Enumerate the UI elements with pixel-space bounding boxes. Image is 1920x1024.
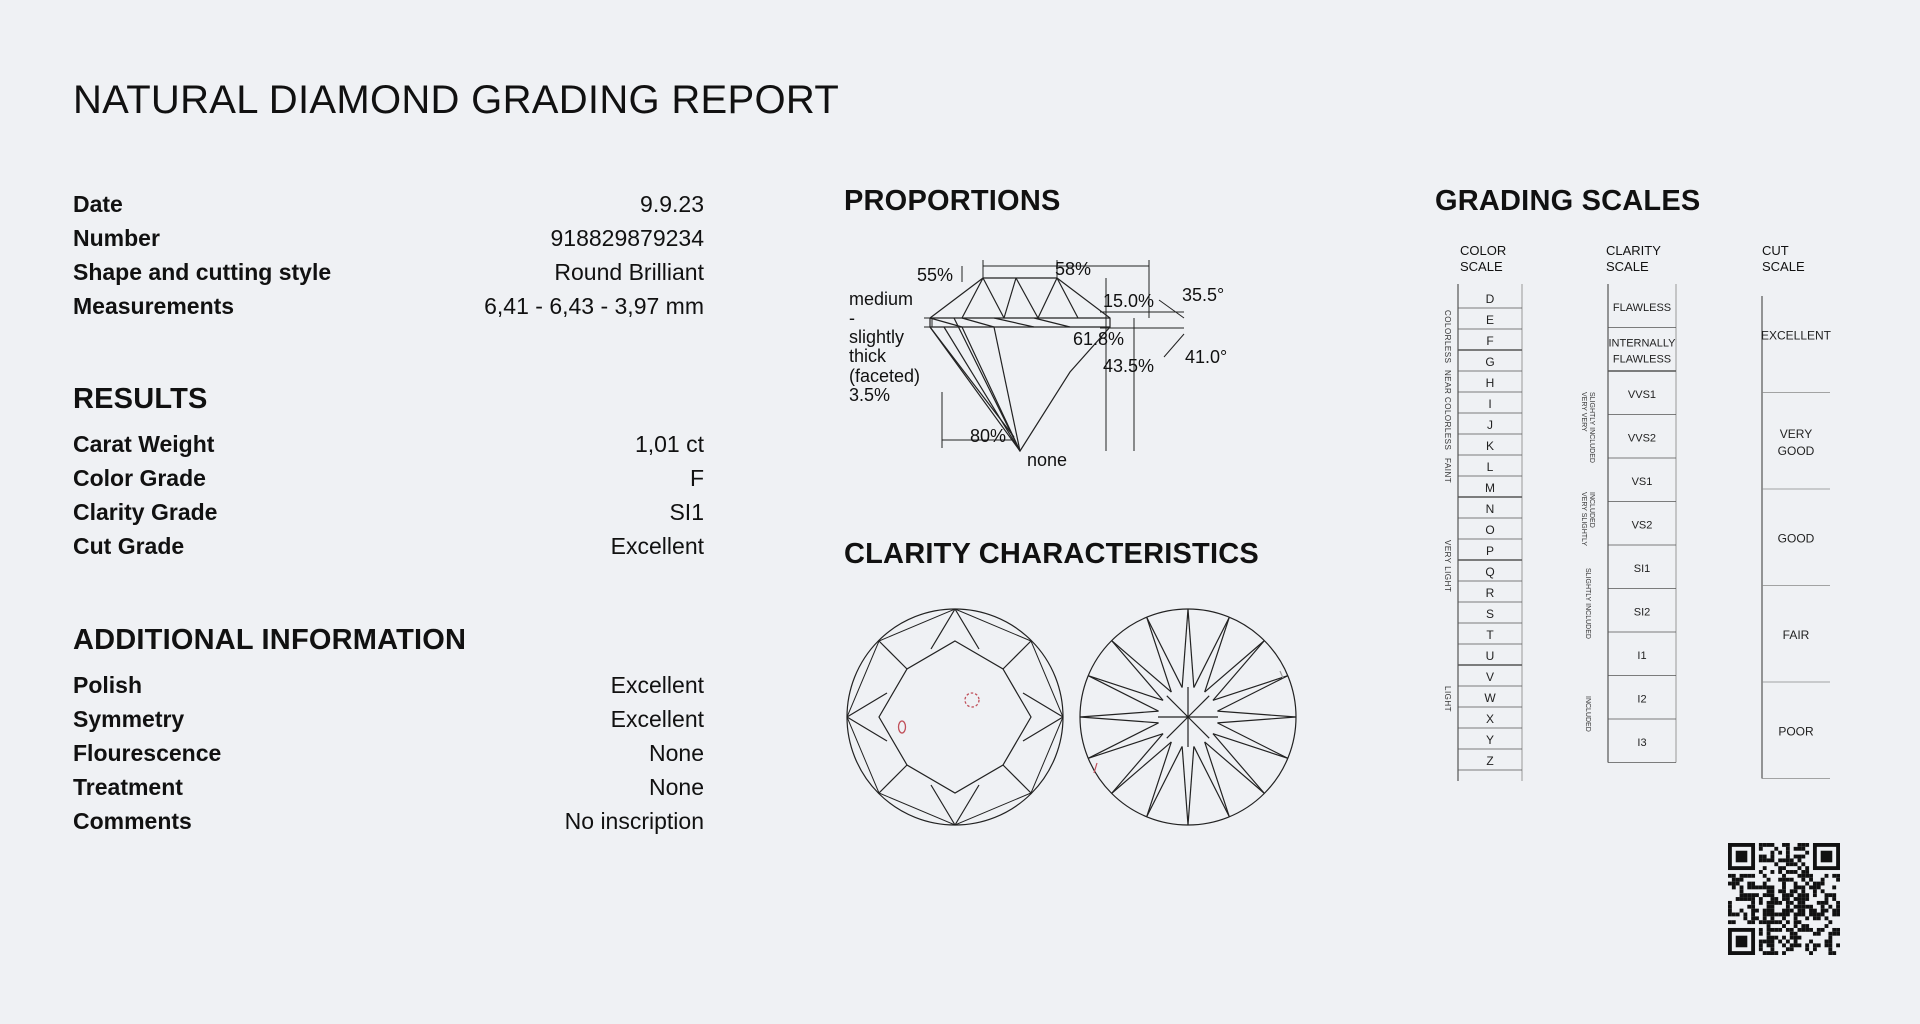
additional-label: Symmetry: [73, 705, 185, 732]
cut-scale-heading: SCALE: [1762, 259, 1805, 274]
clarity-grade-label: I2: [1637, 693, 1647, 706]
inclusion-feather-icon: [899, 721, 906, 733]
pavilion-view: [1080, 609, 1296, 825]
clarity-grade-label: SI2: [1633, 606, 1651, 619]
additional-row-fluorescence: [73, 736, 704, 770]
color-grade-Z: Z: [1486, 754, 1494, 768]
proportion-crown-angle: 35.5°: [1182, 285, 1225, 305]
color-group-label: NEAR COLORLESS: [1443, 370, 1452, 451]
profile-outline: [930, 278, 1110, 451]
detail-row-shape: [73, 255, 704, 289]
color-grade-D: D: [1485, 292, 1495, 306]
color-group-label: LIGHT: [1443, 686, 1452, 713]
color-grade-W: W: [1484, 691, 1496, 705]
cut-scale: [1730, 240, 1840, 785]
additional-row-comments: [73, 804, 704, 838]
clarity-group-label: INCLUDED: [1588, 492, 1595, 528]
additional-label: Treatment: [73, 773, 183, 800]
color-grade-H: H: [1485, 376, 1495, 390]
cut-grade-label: GOOD: [1777, 531, 1815, 546]
color-scale-heading: SCALE: [1460, 259, 1503, 274]
clarity-grade-label: VS2: [1631, 519, 1653, 532]
crown-view: [847, 609, 1063, 825]
clarity-scale-heading: CLARITY: [1606, 243, 1661, 258]
cut-grade-list: [1761, 296, 1832, 779]
cut-grade-label: POOR: [1778, 724, 1814, 739]
color-grade-V: V: [1485, 670, 1495, 684]
detail-label: Shape and cutting style: [73, 258, 332, 285]
proportion-lower-half: 80%: [970, 426, 1007, 446]
proportion-girdle-dash: -: [849, 308, 855, 328]
qr-code[interactable]: [1728, 843, 1840, 955]
color-grade-U: U: [1485, 649, 1495, 663]
cut-grade-label: EXCELLENT: [1760, 328, 1832, 343]
result-label: Cut Grade: [73, 532, 185, 559]
additional-value: Excellent: [610, 671, 704, 698]
color-grade-S: S: [1485, 607, 1495, 621]
additional-row-polish: [73, 668, 704, 702]
clarity-scale-heading: SCALE: [1606, 259, 1649, 274]
detail-label: Number: [73, 224, 160, 251]
color-grade-P: P: [1485, 544, 1495, 558]
clarity-group-label: VERY SLIGHTLY: [1580, 492, 1587, 547]
color-grade-T: T: [1486, 628, 1494, 642]
proportion-girdle-faceted: (faceted): [849, 366, 921, 386]
proportion-crown-height: 15.0%: [1103, 291, 1155, 311]
clarity-group-label: SLIGHTLY INCLUDED: [1584, 568, 1591, 639]
proportion-table: 58%: [1055, 259, 1092, 279]
color-grade-J: J: [1487, 418, 1493, 432]
color-grade-E: E: [1485, 313, 1495, 327]
result-row-color: [73, 461, 704, 495]
color-group-label: COLORLESS: [1443, 310, 1452, 364]
clarity-group-label: INCLUDED: [1584, 696, 1591, 732]
clarity-grade-label: VVS1: [1627, 388, 1657, 401]
clarity-group-label: SLIGHTLY INCLUDED: [1588, 392, 1595, 463]
additional-label: Comments: [73, 807, 192, 834]
additional-label: Flourescence: [73, 739, 222, 766]
additional-row-symmetry: [73, 702, 704, 736]
detail-value: 918829879234: [550, 224, 704, 251]
color-grade-N: N: [1485, 502, 1495, 516]
clarity-group-label: VERY VERY: [1580, 392, 1587, 432]
additional-value: None: [649, 739, 704, 766]
color-group-label: VERY LIGHT: [1443, 540, 1452, 593]
result-row-cut: [73, 529, 704, 563]
color-grade-X: X: [1485, 712, 1495, 726]
proportion-total-depth: 61.8%: [1073, 329, 1125, 349]
report-title: NATURAL DIAMOND GRADING REPORT: [73, 78, 840, 122]
clarity-grade-list: [1608, 284, 1676, 763]
color-grade-I: I: [1488, 397, 1492, 411]
proportion-pavilion-depth: 43.5%: [1103, 356, 1155, 376]
detail-value: 6,41 - 6,43 - 3,97 mm: [484, 292, 704, 319]
detail-value: Round Brilliant: [554, 258, 704, 285]
inclusion-crystal-icon: [965, 693, 979, 707]
detail-value: 9.9.23: [640, 190, 704, 217]
color-scale: [1430, 240, 1530, 785]
proportions-heading: PROPORTIONS: [844, 185, 1061, 217]
proportion-girdle-slightly: slightly: [849, 327, 905, 347]
clarity-scale: [1570, 240, 1690, 785]
color-grade-O: O: [1485, 523, 1495, 537]
color-grade-Y: Y: [1485, 733, 1495, 747]
proportion-girdle-medium: medium: [849, 289, 914, 309]
clarity-grade-label: VVS2: [1627, 432, 1657, 445]
color-grade-list: [1458, 284, 1522, 781]
clarity-grade-label: INTERNALLY: [1608, 337, 1676, 350]
results-list: [73, 427, 704, 563]
additional-list: [73, 668, 704, 838]
cut-grade-label: FAIR: [1782, 627, 1810, 642]
color-grade-M: M: [1485, 481, 1495, 495]
clarity-grade-label: FLAWLESS: [1612, 301, 1672, 314]
proportion-girdle-thick: thick: [849, 346, 887, 366]
additional-label: Polish: [73, 671, 143, 698]
result-value: 1,01 ct: [634, 430, 704, 457]
result-label: Clarity Grade: [73, 498, 218, 525]
proportion-culet: none: [1027, 450, 1068, 470]
color-grade-K: K: [1485, 439, 1495, 453]
color-group-label: FAINT: [1443, 458, 1452, 484]
proportion-star: 55%: [917, 265, 954, 285]
clarity-grade-label: VS1: [1631, 475, 1653, 488]
result-label: Color Grade: [73, 464, 206, 491]
diamond-profile: [930, 278, 1110, 451]
grading-scales-heading: GRADING SCALES: [1435, 185, 1701, 217]
proportion-pavilion-angle: 41.0°: [1185, 347, 1228, 367]
cut-grade-label: GOOD: [1777, 443, 1815, 458]
clarity-heading: CLARITY CHARACTERISTICS: [844, 538, 1259, 570]
cut-grade-label: VERY: [1779, 426, 1813, 441]
inclusion-mark-icon: [1280, 671, 1283, 678]
result-label: Carat Weight: [73, 430, 215, 457]
detail-label: Measurements: [73, 292, 235, 319]
detail-row-date: [73, 187, 704, 221]
clarity-grade-label: FLAWLESS: [1612, 353, 1672, 366]
detail-row-number: [73, 221, 704, 255]
result-row-carat: [73, 427, 704, 461]
inclusion-mark-icon: [1094, 763, 1097, 773]
clarity-grade-label: I3: [1637, 736, 1647, 749]
cut-scale-heading: CUT: [1762, 243, 1789, 258]
additional-value: Excellent: [610, 705, 704, 732]
color-scale-heading: COLOR: [1460, 243, 1507, 258]
detail-row-measurements: [73, 289, 704, 323]
color-grade-F: F: [1486, 334, 1494, 348]
detail-label: Date: [73, 190, 123, 217]
proportions-diagram: [844, 252, 1244, 477]
details-list: [73, 187, 704, 323]
color-grade-R: R: [1485, 586, 1495, 600]
result-value: Excellent: [610, 532, 704, 559]
additional-heading: ADDITIONAL INFORMATION: [73, 624, 467, 656]
additional-value: None: [649, 773, 704, 800]
additional-row-treatment: [73, 770, 704, 804]
clarity-grade-label: SI1: [1633, 562, 1651, 575]
color-grade-G: G: [1485, 355, 1495, 369]
color-grade-L: L: [1486, 460, 1494, 474]
clarity-plot: [844, 605, 1304, 830]
additional-value: No inscription: [564, 807, 704, 834]
clarity-grade-label: I1: [1637, 649, 1647, 662]
color-grade-Q: Q: [1485, 565, 1495, 579]
result-row-clarity: [73, 495, 704, 529]
proportion-girdle-pct: 3.5%: [849, 385, 891, 405]
result-value: F: [689, 464, 704, 491]
result-value: SI1: [669, 498, 704, 525]
results-heading: RESULTS: [73, 383, 208, 415]
